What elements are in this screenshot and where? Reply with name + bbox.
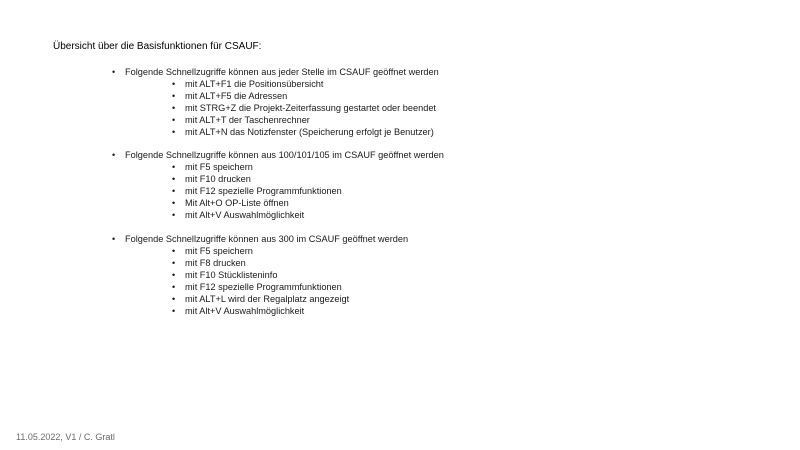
list-item-text: mit ALT+F5 die Adressen: [185, 91, 288, 101]
list-item-text: mit ALT+F1 die Positionsübersicht: [185, 79, 324, 89]
list-item: [172, 257, 772, 269]
list-item-text: mit Alt+V Auswahlmöglichkeit: [185, 306, 305, 316]
list-item: [172, 269, 772, 281]
section-heading-text: Folgende Schnellzugriffe können aus jeder Stelle im CSAUF geöffnet werden: [125, 67, 439, 77]
bullet-icon: •: [172, 91, 176, 101]
list-item-text: mit ALT+T der Taschenrechner: [185, 115, 310, 125]
bullet-icon: •: [172, 198, 176, 208]
list-item: [172, 305, 772, 317]
section-heading-text: Folgende Schnellzugriffe können aus 300 im CSAUF geöffnet werden: [125, 234, 409, 244]
shortcut-list: [172, 161, 772, 221]
list-item: [172, 90, 772, 102]
list-item: [172, 78, 772, 90]
bullet-icon: •: [172, 246, 176, 256]
list-item-text: mit F8 drucken: [185, 258, 246, 268]
list-item: [172, 102, 772, 114]
list-item: [172, 245, 772, 257]
list-item: [172, 126, 772, 138]
bullet-icon: •: [112, 67, 116, 77]
list-item-text: mit STRG+Z die Projekt-Zeiterfassung gestartet oder beendet: [185, 103, 436, 113]
shortcut-list: [172, 245, 772, 317]
bullet-icon: •: [112, 234, 116, 244]
bullet-icon: •: [172, 282, 176, 292]
section-heading: [112, 233, 772, 245]
bullet-icon: •: [112, 150, 116, 160]
list-item-text: mit ALT+N das Notizfenster (Speicherung erfolgt je Benutzer): [185, 127, 434, 137]
bullet-icon: •: [172, 127, 176, 137]
list-item-text: mit F10 Stücklisteninfo: [185, 270, 278, 280]
shortcut-section-100-101-105: [112, 149, 772, 221]
bullet-icon: •: [172, 79, 176, 89]
bullet-icon: •: [172, 186, 176, 196]
bullet-icon: •: [172, 270, 176, 280]
list-item-text: Mit Alt+O OP-Liste öffnen: [185, 198, 289, 208]
list-item-text: mit F5 speichern: [185, 246, 253, 256]
section-heading-text: Folgende Schnellzugriffe können aus 100/101/105 im CSAUF geöffnet werden: [125, 150, 444, 160]
list-item: [172, 293, 772, 305]
list-item: [172, 114, 772, 126]
shortcut-list: [172, 78, 772, 138]
bullet-icon: •: [172, 294, 176, 304]
section-heading: [112, 66, 772, 78]
bullet-icon: •: [172, 174, 176, 184]
list-item: [172, 161, 772, 173]
slide-footer: 11.05.2022, V1 / C. Gratl: [16, 432, 115, 442]
list-item-text: mit F12 spezielle Programmfunktionen: [185, 186, 342, 196]
bullet-icon: •: [172, 210, 176, 220]
list-item: [172, 281, 772, 293]
list-item-text: mit F10 drucken: [185, 174, 251, 184]
list-item-text: mit F5 speichern: [185, 162, 253, 172]
list-item: [172, 209, 772, 221]
bullet-icon: •: [172, 115, 176, 125]
shortcut-section-global: [112, 66, 772, 138]
slide-title: Übersicht über die Basisfunktionen für CSAUF:: [53, 41, 262, 52]
list-item: [172, 185, 772, 197]
list-item: [172, 173, 772, 185]
bullet-icon: •: [172, 103, 176, 113]
list-item-text: mit Alt+V Auswahlmöglichkeit: [185, 210, 305, 220]
list-item-text: mit ALT+L wird der Regalplatz angezeigt: [185, 294, 350, 304]
section-heading: [112, 149, 772, 161]
bullet-icon: •: [172, 162, 176, 172]
list-item: [172, 197, 772, 209]
shortcut-section-300: [112, 233, 772, 317]
bullet-icon: •: [172, 306, 176, 316]
bullet-icon: •: [172, 258, 176, 268]
list-item-text: mit F12 spezielle Programmfunktionen: [185, 282, 342, 292]
